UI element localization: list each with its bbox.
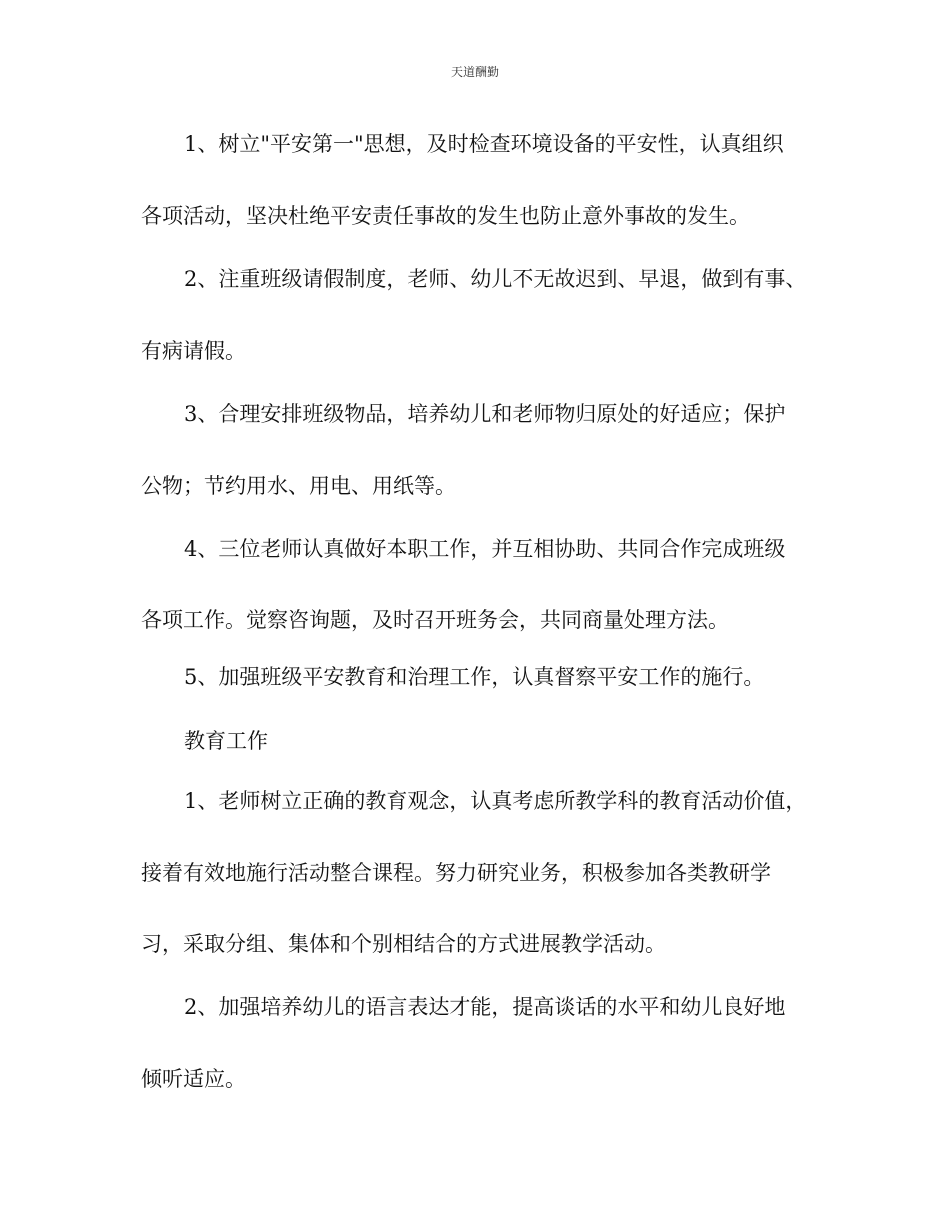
paragraph-line: 习，采取分组、集体和个别相结合的方式进展教学活动。 <box>141 932 666 956</box>
paragraph-line: 接着有效地施行活动整合课程。努力研究业务，积极参加各类教研学 <box>141 861 771 885</box>
paragraph-line: 2、加强培养幼儿的语言表达才能，提高谈话的水平和幼儿良好地 <box>184 995 786 1019</box>
paragraph-line: 4、三位老师认真做好本职工作，并互相协助、共同合作完成班级 <box>184 537 786 561</box>
paragraph-line: 1、老师树立正确的教育观念，认真考虑所教学科的教育活动价值， <box>184 789 807 813</box>
paragraph-line: 5、加强班级平安教育和治理工作，认真督察平安工作的施行。 <box>184 665 765 689</box>
paragraph-line: 公物；节约用水、用电、用纸等。 <box>141 474 456 498</box>
section-heading: 教育工作 <box>184 729 268 753</box>
paragraph-line: 有病请假。 <box>141 339 246 363</box>
page-header: 天道酬勤 <box>450 65 499 79</box>
paragraph-line: 各项工作。觉察咨询题，及时召开班务会，共同商量处理方法。 <box>141 608 729 632</box>
paragraph-line: 2、注重班级请假制度，老师、幼儿不无故迟到、早退，做到有事、 <box>184 267 807 291</box>
paragraph-line: 1、树立"平安第一"思想，及时检查环境设备的平安性，认真组织 <box>184 132 784 156</box>
paragraph-line: 倾听适应。 <box>141 1067 246 1091</box>
paragraph-line: 各项活动，坚决杜绝平安责任事故的发生也防止意外事故的发生。 <box>141 204 750 228</box>
paragraph-line: 3、合理安排班级物品，培养幼儿和老师物归原处的好适应；保护 <box>184 402 786 426</box>
